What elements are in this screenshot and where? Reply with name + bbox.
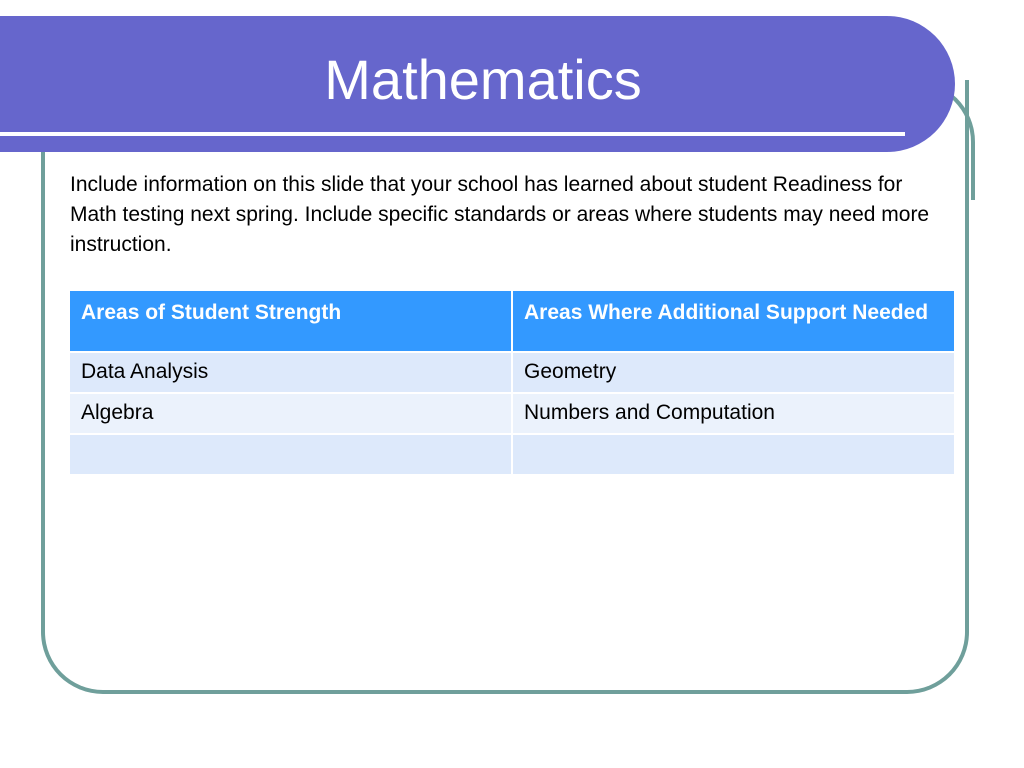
- header-support: Areas Where Additional Support Needed: [512, 290, 955, 352]
- table-row: [69, 434, 955, 475]
- table-header-row: [69, 290, 955, 352]
- intro-text: Include information on this slide that your school has learned about student Readiness for Math testing next spring. Include specific standards or areas where students may need more instruction.: [70, 173, 930, 256]
- table-cell: [69, 434, 512, 475]
- table-cell: Data Analysis: [69, 352, 512, 393]
- areas-table: [68, 289, 956, 476]
- table-cell: Geometry: [512, 352, 955, 393]
- table-row: [69, 393, 955, 434]
- table-cell: Numbers and Computation: [512, 393, 955, 434]
- header-strength: Areas of Student Strength: [69, 290, 512, 352]
- table-cell: [512, 434, 955, 475]
- title-underline: [0, 132, 905, 136]
- table-cell: Algebra: [69, 393, 512, 434]
- table-row: [69, 352, 955, 393]
- slide-title: Mathematics: [324, 48, 642, 111]
